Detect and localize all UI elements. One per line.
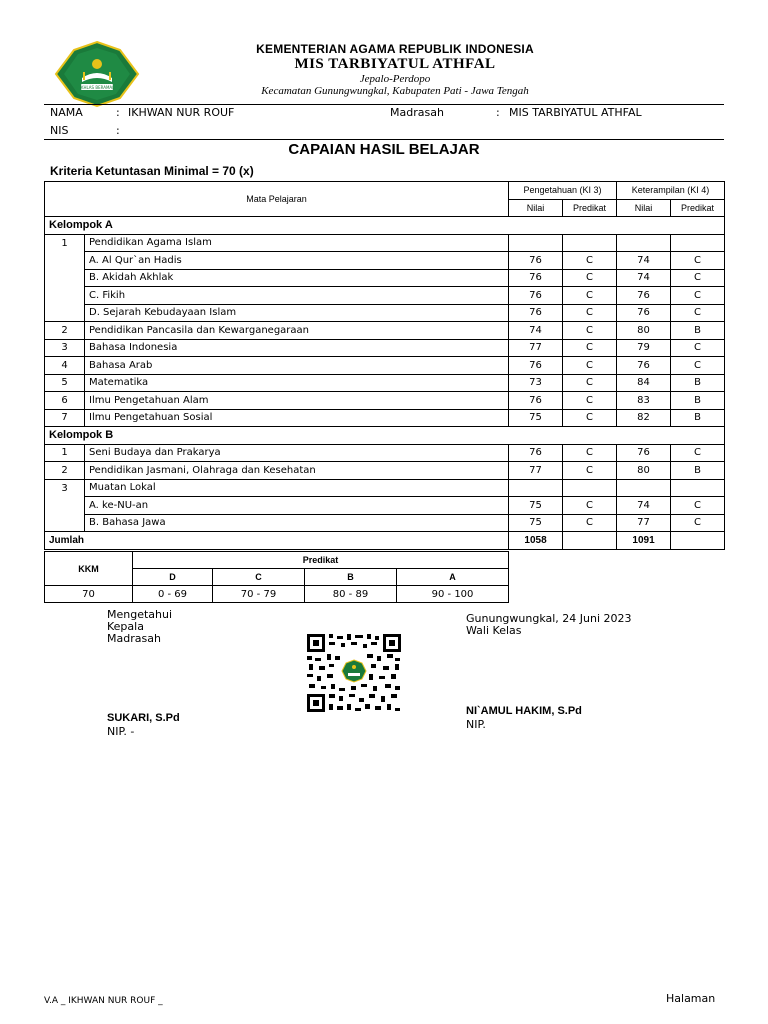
table-row: [45, 444, 725, 462]
row-no: 1: [45, 234, 85, 252]
table-row: [45, 269, 725, 287]
s-predikat: B: [671, 462, 725, 480]
logo-text: IKHLAS BERAMAL: [79, 85, 115, 90]
subject-name: Muatan Lokal: [85, 479, 509, 497]
table-row: [45, 479, 725, 497]
total-skill: 1091: [617, 532, 671, 550]
range-b: 80 - 89: [305, 586, 397, 603]
s-nilai: [617, 479, 671, 497]
school-village: Jepalo-Perdopo: [359, 73, 431, 85]
s-predikat: B: [671, 392, 725, 410]
k-nilai: 76: [509, 287, 563, 305]
s-predikat: B: [671, 322, 725, 340]
k-predikat: C: [563, 497, 617, 515]
row-no: 6: [45, 392, 85, 410]
s-predikat: C: [671, 269, 725, 287]
subject-name: Ilmu Pengetahuan Alam: [85, 392, 509, 410]
range-c: 70 - 79: [213, 586, 305, 603]
s-predikat: C: [671, 339, 725, 357]
kkm-criteria: Kriteria Ketuntasan Minimal = 70 (x): [50, 164, 254, 178]
k-predikat: C: [563, 339, 617, 357]
k-predikat: C: [563, 514, 617, 532]
s-predikat: C: [671, 287, 725, 305]
s-predikat: C: [671, 357, 725, 375]
subject-name: Pendidikan Agama Islam: [85, 234, 509, 252]
table-row: [45, 392, 725, 410]
table-row: [45, 234, 725, 252]
madrasah-label: Madrasah: [390, 106, 444, 119]
k-predikat: C: [563, 444, 617, 462]
range-d: 0 - 69: [133, 586, 213, 603]
s-predikat: B: [671, 374, 725, 392]
teacher-name: NI`AMUL HAKIM, S.Pd: [466, 705, 582, 717]
row-no: 3: [45, 339, 85, 357]
s-predikat: C: [671, 497, 725, 515]
table-row: [45, 287, 725, 305]
subject-name: Seni Budaya dan Prakarya: [85, 444, 509, 462]
s-predikat: B: [671, 409, 725, 427]
row-no: 2: [45, 322, 85, 340]
footer-left: V.A _ IKHWAN NUR ROUF _: [44, 996, 163, 1006]
ministry-logo: [54, 40, 140, 108]
sign-left-line3: Madrasah: [107, 632, 161, 645]
group-b-heading: Kelompok B: [45, 427, 725, 445]
row-no: 4: [45, 357, 85, 375]
k-predikat: C: [563, 252, 617, 270]
row-no: 1: [45, 444, 85, 462]
s-nilai: 77: [617, 514, 671, 532]
row-no: [45, 514, 85, 532]
k-predikat: C: [563, 322, 617, 340]
kkm-table: [44, 551, 509, 603]
k-nilai: 77: [509, 339, 563, 357]
k-predikat: C: [563, 392, 617, 410]
headmaster-nip: NIP. -: [107, 725, 135, 738]
s-nilai: 74: [617, 497, 671, 515]
s-nilai: 76: [617, 287, 671, 305]
s-nilai: [617, 234, 671, 252]
k-nilai: 76: [509, 269, 563, 287]
row-no: [45, 304, 85, 322]
k-nilai: 73: [509, 374, 563, 392]
row-no: [45, 252, 85, 270]
s-nilai: 82: [617, 409, 671, 427]
s-nilai: 74: [617, 269, 671, 287]
grade-c: C: [213, 569, 305, 586]
table-row: [45, 252, 725, 270]
s-nilai: 79: [617, 339, 671, 357]
k-nilai: 76: [509, 357, 563, 375]
subject-name: Pendidikan Pancasila dan Kewarganegaraan: [85, 322, 509, 340]
s-predikat: C: [671, 444, 725, 462]
table-row: [45, 497, 725, 515]
kkm-label: KKM: [45, 552, 133, 586]
k-nilai: 75: [509, 409, 563, 427]
row-no: [45, 269, 85, 287]
s-nilai: 76: [617, 444, 671, 462]
subject-name: A. Al Qur`an Hadis: [85, 252, 509, 270]
table-row: [45, 322, 725, 340]
k-nilai: 74: [509, 322, 563, 340]
row-no: 7: [45, 409, 85, 427]
school-name: MIS TARBIYATUL ATHFAL: [294, 56, 496, 72]
k-nilai: 76: [509, 444, 563, 462]
subject-name: B. Akidah Akhlak: [85, 269, 509, 287]
qr-code: [305, 632, 403, 714]
school-address: Kecamatan Gunungwungkal, Kabupaten Pati - Jawa Tengah: [261, 85, 529, 97]
subject-name: B. Bahasa Jawa: [85, 514, 509, 532]
table-row: [45, 374, 725, 392]
subject-name: Matematika: [85, 374, 509, 392]
nis-colon: :: [116, 124, 120, 137]
s-predikat: [671, 479, 725, 497]
row-no: 3: [45, 479, 85, 497]
nama-colon: :: [116, 106, 120, 119]
nama-value: IKHWAN NUR ROUF: [128, 106, 235, 119]
k-predikat: C: [563, 287, 617, 305]
nis-label: NIS: [50, 124, 69, 137]
s-predikat: C: [671, 252, 725, 270]
k-predikat: [563, 479, 617, 497]
subject-name: C. Fikih: [85, 287, 509, 305]
subject-name: A. ke-NU-an: [85, 497, 509, 515]
subject-name: Ilmu Pengetahuan Sosial: [85, 409, 509, 427]
s-predikat: [671, 234, 725, 252]
k-predikat: C: [563, 357, 617, 375]
k-nilai: [509, 234, 563, 252]
col-k-nilai: Nilai: [509, 199, 563, 217]
s-nilai: 74: [617, 252, 671, 270]
page-title: CAPAIAN HASIL BELAJAR: [288, 141, 480, 158]
nama-label: NAMA: [50, 106, 83, 119]
teacher-nip: NIP.: [466, 718, 486, 731]
row-no: 2: [45, 462, 85, 480]
col-knowledge: Pengetahuan (KI 3): [509, 182, 617, 200]
s-nilai: 80: [617, 462, 671, 480]
row-no: [45, 287, 85, 305]
s-nilai: 76: [617, 357, 671, 375]
grade-d: D: [133, 569, 213, 586]
headmaster-name: SUKARI, S.Pd: [107, 712, 180, 724]
k-predikat: C: [563, 409, 617, 427]
table-row: [45, 304, 725, 322]
wali-kelas-role: Wali Kelas: [466, 624, 522, 637]
range-a: 90 - 100: [397, 586, 509, 603]
k-nilai: 76: [509, 252, 563, 270]
col-s-predikat: Predikat: [671, 199, 725, 217]
sign-left-line2: Kepala: [107, 620, 144, 633]
table-row: [45, 462, 725, 480]
grade-b: B: [305, 569, 397, 586]
s-predikat: C: [671, 304, 725, 322]
total-skill-predikat: [671, 532, 725, 550]
table-row: [45, 409, 725, 427]
col-subject: Mata Pelajaran: [45, 182, 509, 217]
k-predikat: C: [563, 462, 617, 480]
subject-name: Bahasa Arab: [85, 357, 509, 375]
grades-table: [44, 181, 725, 550]
subject-name: Pendidikan Jasmani, Olahraga dan Kesehatan: [85, 462, 509, 480]
k-predikat: C: [563, 304, 617, 322]
k-nilai: [509, 479, 563, 497]
grade-a: A: [397, 569, 509, 586]
table-row: [45, 514, 725, 532]
k-predikat: C: [563, 374, 617, 392]
k-predikat: [563, 234, 617, 252]
s-nilai: 84: [617, 374, 671, 392]
s-nilai: 83: [617, 392, 671, 410]
k-nilai: 76: [509, 304, 563, 322]
k-predikat: C: [563, 269, 617, 287]
col-s-nilai: Nilai: [617, 199, 671, 217]
row-no: 5: [45, 374, 85, 392]
k-nilai: 75: [509, 497, 563, 515]
col-skill: Keterampilan (KI 4): [617, 182, 725, 200]
total-row: [45, 532, 725, 550]
row-no: [45, 497, 85, 515]
table-row: [45, 339, 725, 357]
footer-page: Halaman: [666, 992, 716, 1005]
col-k-predikat: Predikat: [563, 199, 617, 217]
k-nilai: 77: [509, 462, 563, 480]
kkm-value: 70: [45, 586, 133, 603]
place-date: Gunungwungkal, 24 Juni 2023: [466, 612, 632, 625]
k-nilai: 75: [509, 514, 563, 532]
predikat-label: Predikat: [133, 552, 509, 569]
table-row: [45, 357, 725, 375]
total-knowledge-predikat: [563, 532, 617, 550]
ministry-name: KEMENTERIAN AGAMA REPUBLIK INDONESIA: [256, 42, 534, 56]
total-label: Jumlah: [45, 532, 509, 550]
s-nilai: 80: [617, 322, 671, 340]
total-knowledge: 1058: [509, 532, 563, 550]
madrasah-value: MIS TARBIYATUL ATHFAL: [509, 106, 642, 119]
s-predikat: C: [671, 514, 725, 532]
header-divider: [44, 104, 724, 105]
s-nilai: 76: [617, 304, 671, 322]
k-nilai: 76: [509, 392, 563, 410]
subject-name: D. Sejarah Kebudayaan Islam: [85, 304, 509, 322]
madrasah-colon: :: [496, 106, 500, 119]
info-divider: [44, 139, 724, 140]
group-a-heading: Kelompok A: [45, 217, 725, 235]
subject-name: Bahasa Indonesia: [85, 339, 509, 357]
sign-left-line1: Mengetahui: [107, 608, 173, 621]
